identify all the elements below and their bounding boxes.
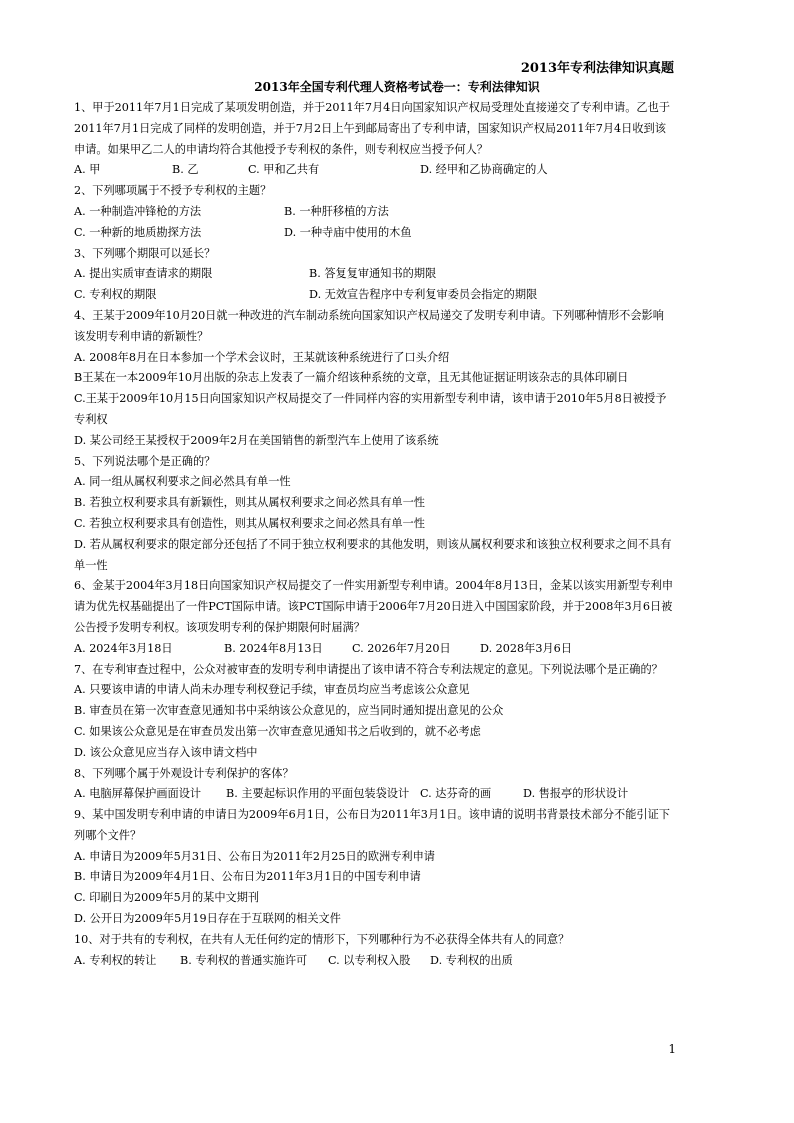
option-d: D. 一种寺庙中使用的木鱼 <box>284 225 412 239</box>
document-title: 2013年全国专利代理人资格考试卷一：专利法律知识 <box>254 80 540 94</box>
page-number: 1 <box>668 1042 676 1056</box>
option-a: A. 一种制造冲锋枪的方法 <box>74 204 202 218</box>
question-7 <box>74 660 674 764</box>
option-row <box>74 264 674 285</box>
option-b: B. 主要起标识作用的平面包装袋设计 <box>226 787 410 801</box>
option-d: D. 售报亭的形状设计 <box>523 787 629 801</box>
question-8 <box>74 764 674 806</box>
question-stem: 5、下列说法哪个是正确的？ <box>74 454 216 468</box>
question-stem: 3、下列哪个期限可以延长？ <box>74 246 216 260</box>
option-b: B王某在一本2009年10月出版的杂志上发表了一篇介绍该种系统的文章，且无其他证据证明该杂志的具体印刷日 <box>74 371 629 385</box>
option-b: B. 专利权的普通实施许可 <box>180 953 308 967</box>
question-stem: 4、王某于2009年10月20日就一种改进的汽车制动系统向国家知识产权局递交了发明专利申请。下列哪种情形不会影响该发明专利申请的新颖性？ <box>74 308 664 343</box>
option-d: D. 2028年3月6日 <box>480 641 572 655</box>
question-3 <box>74 244 674 306</box>
option-c: C. 达芬奇的画 <box>420 787 492 801</box>
question-stem: 1、甲于2011年7月1日完成了某项发明创造，并于2011年7月4日向国家知识产权局受理处直接递交了专利申请。乙也于2011年7月1日完成了同样的发明创造，并于7月2日上午到邮局寄出了专利申请，国家知识产权局2011年7月4日收到该申请。如果甲乙二人的申请均符合其他授予专利权的条件，则专利权应当授予何人？ <box>74 101 670 156</box>
option-d: D. 若从属权利要求的限定部分还包括了不同于独立权利要求的其他发明，则该从属权利要求和该独立权利要求之间不具有单一性 <box>74 537 672 572</box>
question-10 <box>74 930 674 972</box>
option-b: B. 答复复审通知书的期限 <box>309 267 437 281</box>
option-d: D. 公开日为2009年5月19日存在于互联网的相关文件 <box>74 912 341 926</box>
option-a: A. 申请日为2009年5月31日、公布日为2011年2月25日的欧洲专利申请 <box>74 849 435 863</box>
question-1 <box>74 98 674 181</box>
option-c: C. 甲和乙共有 <box>248 163 320 177</box>
option-row <box>74 202 674 223</box>
question-stem: 2、下列哪项属于不授予专利权的主题？ <box>74 184 272 198</box>
option-a: A. 甲 <box>74 163 101 177</box>
option-b: B. 申请日为2009年4月1日、公布日为2011年3月1日的中国专利申请 <box>74 870 421 884</box>
option-a: A. 2024年3月18日 <box>74 641 173 655</box>
option-c: C. 若独立权利要求具有创造性，则其从属权利要求之间必然具有单一性 <box>74 516 425 530</box>
question-stem: 10、对于共有的专利权，在共有人无任何约定的情形下，下列哪种行为不必获得全体共有人的同意？ <box>74 932 570 946</box>
option-d: D. 无效宣告程序中专利复审委员会指定的期限 <box>309 288 538 302</box>
option-b: B. 若独立权利要求具有新颖性，则其从属权利要求之间必然具有单一性 <box>74 496 425 510</box>
option-row <box>74 160 674 181</box>
option-b: B. 一种肝移植的方法 <box>284 204 389 218</box>
option-c: C. 印刷日为2009年5月的某中文期刊 <box>74 891 260 905</box>
option-c: C. 专利权的期限 <box>74 288 157 302</box>
option-row <box>74 223 674 244</box>
option-c: C. 2026年7月20日 <box>352 641 451 655</box>
question-2 <box>74 181 674 243</box>
option-b: B. 乙 <box>172 163 199 177</box>
option-a: A. 只要该申请的申请人尚未办理专利权登记手续，审查员均应当考虑该公众意见 <box>74 683 470 697</box>
option-a: A. 专利权的转让 <box>74 953 157 967</box>
question-6 <box>74 576 674 659</box>
option-c: C. 如果该公众意见是在审查员发出第一次审查意见通知书之后收到的，就不必考虑 <box>74 724 481 738</box>
header-title: 2013年专利法律知识真题 <box>520 61 674 76</box>
option-row <box>74 951 674 972</box>
question-stem: 8、下列哪个属于外观设计专利保护的客体？ <box>74 766 294 780</box>
question-stem: 9、某中国发明专利申请的申请日为2009年6月1日，公布日为2011年3月1日。该申请的说明书背景技术部分不能引证下列哪个文件？ <box>74 808 670 842</box>
option-d: D. 该公众意见应当存入该申请文档中 <box>74 745 258 759</box>
option-d: D. 专利权的出质 <box>430 953 513 967</box>
option-c: C. 一种新的地质勘探方法 <box>74 225 202 239</box>
option-c: C. 以专利权入股 <box>328 953 411 967</box>
option-a: A. 提出实质审查请求的期限 <box>74 267 213 281</box>
question-9 <box>74 805 674 930</box>
option-b: B. 审查员在第一次审查意见通知书中采纳该公众意见的，应当同时通知提出意见的公众 <box>74 704 504 718</box>
question-stem: 6、金某于2004年3月18日向国家知识产权局提交了一件实用新型专利申请。2004年8月13日，金某以该实用新型专利申请为优先权基础提出了一件PCT国际申请。该PCT国际申请于2006年7月20日进入中国国家阶段，并于2008年3月6日被公告授予发明专利权。该项发明专利的保护期限何时届满？ <box>74 579 674 634</box>
option-c: C.王某于2009年10月15日向国家知识产权局提交了一件同样内容的实用新型专利申请，该申请于2010年5月8日被授予专利权 <box>74 392 667 426</box>
question-4 <box>74 306 674 452</box>
option-row <box>74 285 674 306</box>
question-list <box>74 98 674 971</box>
option-a: A. 同一组从属权利要求之间必然具有单一性 <box>74 475 291 489</box>
question-5 <box>74 452 674 577</box>
option-b: B. 2024年8月13日 <box>224 641 323 655</box>
option-row <box>74 639 674 660</box>
option-a: A. 电脑屏幕保护画面设计 <box>74 787 202 801</box>
option-a: A. 2008年8月在日本参加一个学术会议时，王某就该种系统进行了口头介绍 <box>74 350 450 364</box>
option-d: D. 某公司经王某授权于2009年2月在美国销售的新型汽车上使用了该系统 <box>74 433 439 447</box>
question-stem: 7、在专利审查过程中，公众对被审查的发明专利申请提出了该申请不符合专利法规定的意见。下列说法哪个是正确的？ <box>74 662 663 676</box>
option-d: D. 经甲和乙协商确定的人 <box>420 163 548 177</box>
option-row <box>74 784 674 805</box>
